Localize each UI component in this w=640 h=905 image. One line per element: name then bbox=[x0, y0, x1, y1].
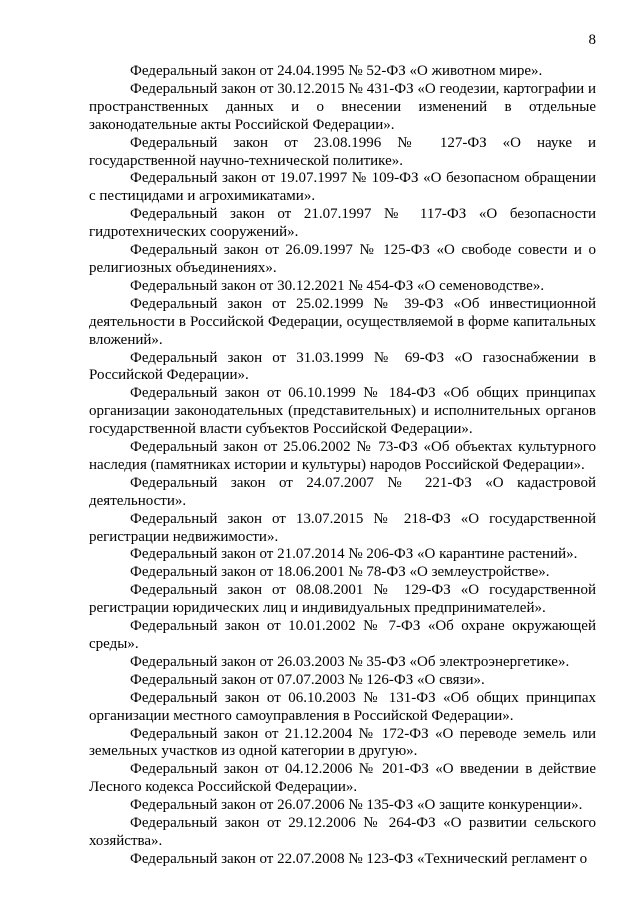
law-paragraph: Федеральный закон от 24.04.1995 № 52-ФЗ «О животном мире». bbox=[130, 63, 543, 79]
law-paragraph: Федеральный закон от 26.03.2003 № 35-ФЗ «Об электроэнергетике». bbox=[130, 653, 570, 670]
law-list bbox=[89, 63, 596, 869]
law-paragraph: Федеральный закон от 24.07.2007 № 221-ФЗ «О кадастровой деятельности». bbox=[89, 474, 596, 509]
law-paragraph: Федеральный закон от 21.07.1997 № 117-ФЗ «О безопасности гидротехнических сооружений». bbox=[89, 206, 596, 241]
law-paragraph: Федеральный закон от 26.09.1997 № 125-ФЗ «О свободе совести и о религиозных объединениях». bbox=[89, 242, 596, 276]
law-paragraph: Федеральный закон от 30.12.2015 № 431-ФЗ «О геодезии, картографии и пространственных данных и о внесении изменений в отдельные законодательные акты Российской Федерации». bbox=[89, 80, 596, 133]
law-paragraph: Федеральный закон от 06.10.2003 № 131-ФЗ «Об общих принципах организации местного самоуправления в Российской Федерации». bbox=[89, 689, 596, 724]
law-paragraph: Федеральный закон от 21.12.2004 № 172-ФЗ «О переводе земель или земельных участков из одной категории в другую». bbox=[89, 725, 596, 760]
law-paragraph: Федеральный закон от 04.12.2006 № 201-ФЗ «О введении в действие Лесного кодекса Российской Федерации». bbox=[89, 761, 596, 796]
law-paragraph: Федеральный закон от 13.07.2015 № 218-ФЗ «О государственной регистрации недвижимости». bbox=[89, 510, 596, 545]
law-paragraph: Федеральный закон от 22.07.2008 № 123-ФЗ «Технический регламент о bbox=[130, 850, 588, 867]
law-paragraph: Федеральный закон от 30.12.2021 № 454-ФЗ «О семеноводстве». bbox=[130, 277, 545, 294]
law-paragraph: Федеральный закон от 25.02.1999 № 39-ФЗ «Об инвестиционной деятельности в Российской Федерации, осуществляемой в форме капитальных вложений». bbox=[89, 295, 596, 348]
law-paragraph: Федеральный закон от 19.07.1997 № 109-ФЗ «О безопасном обращении с пестицидами и агрохимикатами». bbox=[89, 170, 596, 205]
law-paragraph: Федеральный закон от 08.08.2001 № 129-ФЗ «О государственной регистрации юридических лиц и индивидуальных предпринимателей». bbox=[89, 582, 596, 617]
law-paragraph: Федеральный закон от 06.10.1999 № 184-ФЗ «Об общих принципах организации законодательных (представительных) и исполнительных органов государственной власти субъектов Российской Федерации». bbox=[89, 385, 596, 438]
law-paragraph: Федеральный закон от 18.06.2001 № 78-ФЗ «О землеустройстве». bbox=[130, 564, 550, 581]
law-paragraph: Федеральный закон от 23.08.1996 № 127-ФЗ «О науке и государственной научно-технической политике». bbox=[89, 134, 596, 169]
law-paragraph: Федеральный закон от 26.07.2006 № 135-ФЗ «О защите конкуренции». bbox=[130, 797, 583, 814]
law-paragraph: Федеральный закон от 07.07.2003 № 126-ФЗ «О связи». bbox=[130, 671, 485, 688]
law-paragraph: Федеральный закон от 31.03.1999 № 69-ФЗ «О газоснабжении в Российской Федерации». bbox=[89, 349, 596, 384]
law-paragraph: Федеральный закон от 25.06.2002 № 73-ФЗ «Об объектах культурного наследия (памятниках истории и культуры) народов Российской Федерации». bbox=[89, 439, 596, 473]
page-number: 8 bbox=[588, 32, 596, 48]
law-paragraph: Федеральный закон от 21.07.2014 № 206-ФЗ «О карантине растений». bbox=[130, 546, 578, 563]
law-paragraph: Федеральный закон от 29.12.2006 № 264-ФЗ «О развитии сельского хозяйства». bbox=[89, 815, 596, 849]
law-paragraph: Федеральный закон от 10.01.2002 № 7-ФЗ «Об охране окружающей среды». bbox=[89, 618, 596, 652]
